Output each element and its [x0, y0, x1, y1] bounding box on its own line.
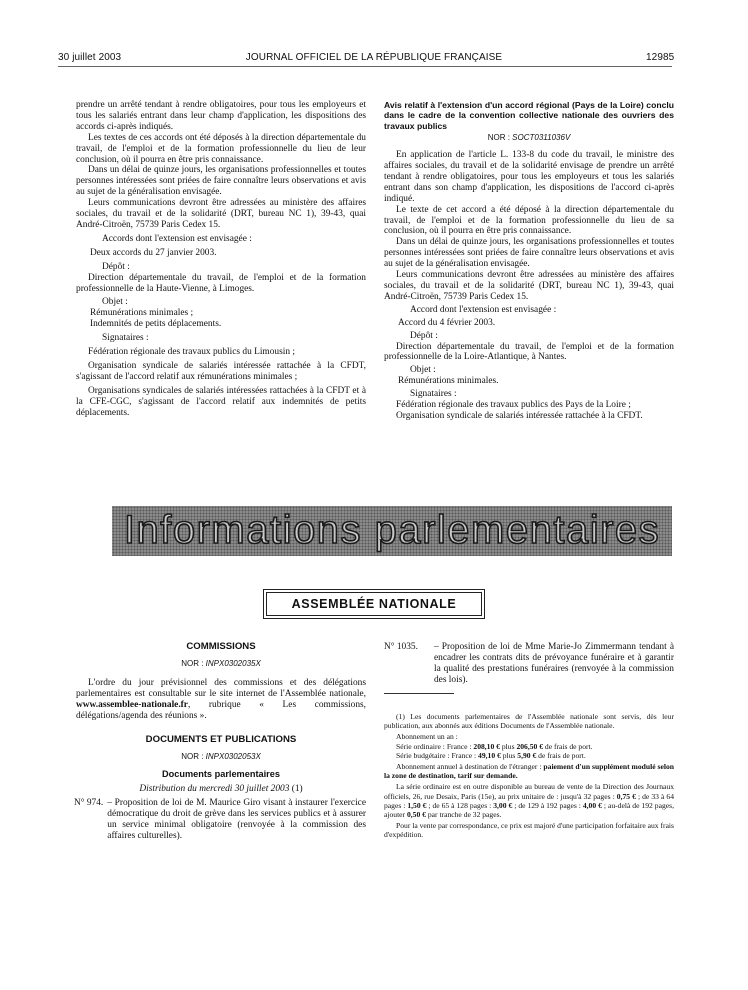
footnote-paragraph: Série budgétaire : France : 49,10 € plus 5,90 € de frais de port. [396, 750, 586, 760]
line: Indemnités de petits déplacements. [90, 319, 222, 330]
line: Accords dont l'extension est envisagée : [102, 233, 252, 244]
header-rule [58, 66, 672, 67]
assemblee-heading-box [266, 592, 482, 616]
document-item [74, 798, 366, 842]
line: Organisations syndicales de salariés intéressées rattachées à la CFDT et à la CFE-CGC, s'agissant de l'accord relatif aux indemnités de petits déplacements. [76, 385, 366, 418]
nor-reference: NOR : SOCT0311036V [487, 133, 571, 143]
paragraph: Le texte de cet accord a été déposé à la direction départementale du travail, de l'emploi et de la formation professionnelle du lieu de sa conclusion, où il pourra en être pris connaissance. [384, 204, 674, 237]
line: Rémunérations minimales ; [90, 308, 194, 319]
paragraph: En application de l'article L. 133-8 du code du travail, le ministre des affaires sociales, du travail et de la solidarité envisage de prendre un arrêté tendant à rendre obligatoires, pour tous les employeurs et tous les salariés entrant dans son champ d'application, les dispositions de l'accord ci-après indiqué. [384, 150, 674, 204]
footnote [384, 712, 674, 840]
document-number: N° 974. [74, 798, 104, 809]
line: Dépôt : [410, 330, 438, 341]
footnote-paragraph: La série ordinaire est en outre disponible au bureau de vente de la Direction des Journaux officiels, 26, rue Desaix, Paris (15e), au prix unitaire de : jusqu'à 32 pages : 0,75 € ; de 33 à 64 pages : 1,50 € ; de 65 à 128 pages : 3,00 € ; de 129 à 192 pages : 4,00 € ; au-delà de 192 pages, ajouter 0,50 € par tranche de 32 pages. [384, 782, 675, 820]
footnote-paragraph: (1) Les documents parlementaires de l'Assemblée nationale sont servis, dès leur publication, aux abonnés aux éditions Documents de l'Assemblée nationale. [384, 712, 674, 731]
document-text: – Proposition de loi de M. Maurice Giro visant à instaurer l'exercice démocratique du droit de grève dans les services publics et à assurer un service minimal obligatoire (renvoyée à la commission des affaires culturelles). [107, 798, 366, 841]
document-text: – Proposition de loi de Mme Marie-Jo Zimmermann tendant à encadrer les contrats dits de prévoyance funéraire et à garantir la qualité des prestations funéraires (renvoyée à la commission des lois). [433, 642, 674, 685]
banner-title: Informations parlementaires [123, 508, 661, 552]
line: Fédération régionale des travaux publics des Pays de la Loire ; [396, 400, 631, 411]
journal-title: JOURNAL OFFICIEL DE LA RÉPUBLIQUE FRANÇAISE [245, 52, 503, 63]
nor-reference: NOR : INPX0302053X [181, 752, 261, 762]
documents-heading: DOCUMENTS ET PUBLICATIONS [145, 734, 297, 746]
line: Signataires : [410, 389, 457, 400]
header-date: 30 juillet 2003 [58, 52, 122, 63]
paragraph: Dans un délai de quinze jours, les organisations professionnelles et toutes personnes intéressées sont priées de faire connaître leurs observations et avis au sujet de la généralisation envisagée. [76, 165, 366, 198]
footnote-paragraph: Série ordinaire : France : 208,10 € plus 206,50 € de frais de port. [396, 741, 593, 751]
footnote-paragraph: Pour la vente par correspondance, ce prix est majoré d'une participation forfaitaire aux frais d'expédition. [384, 821, 674, 840]
document-number: N° 1035. [384, 642, 418, 652]
paragraph: Leurs communications devront être adressées au ministère des affaires sociales, du travail et de la solidarité (DRT, bureau NC 1), 39-43, quai André-Citroën, 75739 Paris Cedex 15. [76, 198, 366, 230]
left-bottom-column [76, 642, 366, 842]
paragraph: prendre un arrêté tendant à rendre obligatoires, pour tous les employeurs et tous les salariés entrant dans leur champ d'application, les dispositions des accords ci-après indiqués. [76, 100, 366, 132]
document-item [384, 642, 674, 686]
line: Rémunérations minimales. [398, 376, 499, 387]
distribution-line: Distribution du mercredi 30 juillet 2003 (1) [139, 784, 303, 795]
line: Fédération régionale des travaux publics du Limousin ; [88, 347, 295, 358]
right-top-column [384, 100, 674, 422]
section-banner [112, 506, 672, 556]
paragraph: Leurs communications devront être adressées au ministère des affaires sociales, du travail et de la solidarité (DRT, bureau NC 1), 39-43, quai André-Citroën, 75739 Paris Cedex 15. [384, 270, 674, 302]
commissions-heading: COMMISSIONS [186, 641, 256, 652]
notice-title: Avis relatif à l'extension d'un accord régional (Pays de la Loire) conclu dans le cadre de la convention collective nationale des ouvriers des travaux publics [384, 100, 674, 131]
commissions-text: L'ordre du jour prévisionnel des commissions et des délégations parlementaires est consultable sur le site internet de l'Assemblée nationale, www.assemblee-nationale.fr, rubrique « Les commissions, délégations/agenda des réunions ». [76, 677, 366, 721]
paragraph: Dans un délai de quinze jours, les organisations professionnelles et toutes personnes intéressées sont priées de faire connaître leurs observations et avis au sujet de la généralisation envisagée. [384, 237, 674, 270]
line: Accord dont l'extension est envisagée : [410, 304, 557, 315]
documents-subheading: Documents parlementaires [162, 769, 280, 780]
line: Deux accords du 27 janvier 2003. [90, 247, 217, 258]
line: Dépôt : [102, 261, 130, 272]
paragraph: Les textes de ces accords ont été déposés à la direction départementale du travail, de l'emploi et de la formation professionnelle du lieu de leur conclusion, où il pourra en être pris connaissance. [76, 132, 366, 165]
line: Direction départementale du travail, de l'emploi et de la formation professionnelle de la Haute-Vienne, à Limoges. [76, 272, 366, 294]
site-link[interactable]: www.assemblee-nationale.fr [76, 699, 188, 710]
page-number: 12985 [646, 52, 675, 63]
line: Organisation syndicale de salariés intéressée rattachée à la CFDT, s'agissant de l'accord relatif aux rémunérations minimales ; [76, 360, 366, 382]
line: Organisation syndicale de salariés intéressée rattachée à la CFDT. [396, 410, 643, 421]
footnote-rule [384, 693, 454, 694]
nor-reference: NOR : INPX0302035X [181, 658, 261, 668]
line: Objet : [102, 297, 128, 308]
footnote-paragraph: Abonnement annuel à destination de l'étranger : paiement d'un supplément modulé selon la zone de destination, tarif sur demande. [384, 762, 674, 781]
line: Signataires : [102, 333, 149, 344]
line: Direction départementale du travail, de l'emploi et de la formation professionnelle de la Loire-Atlantique, à Nantes. [384, 341, 674, 363]
assemblee-heading: ASSEMBLÉE NATIONALE [291, 597, 457, 611]
line: Objet : [410, 365, 436, 376]
footnote-paragraph: Abonnement un an : [396, 732, 458, 742]
line: Accord du 4 février 2003. [398, 317, 496, 328]
left-top-column [76, 100, 366, 418]
right-bottom-column [384, 642, 674, 686]
